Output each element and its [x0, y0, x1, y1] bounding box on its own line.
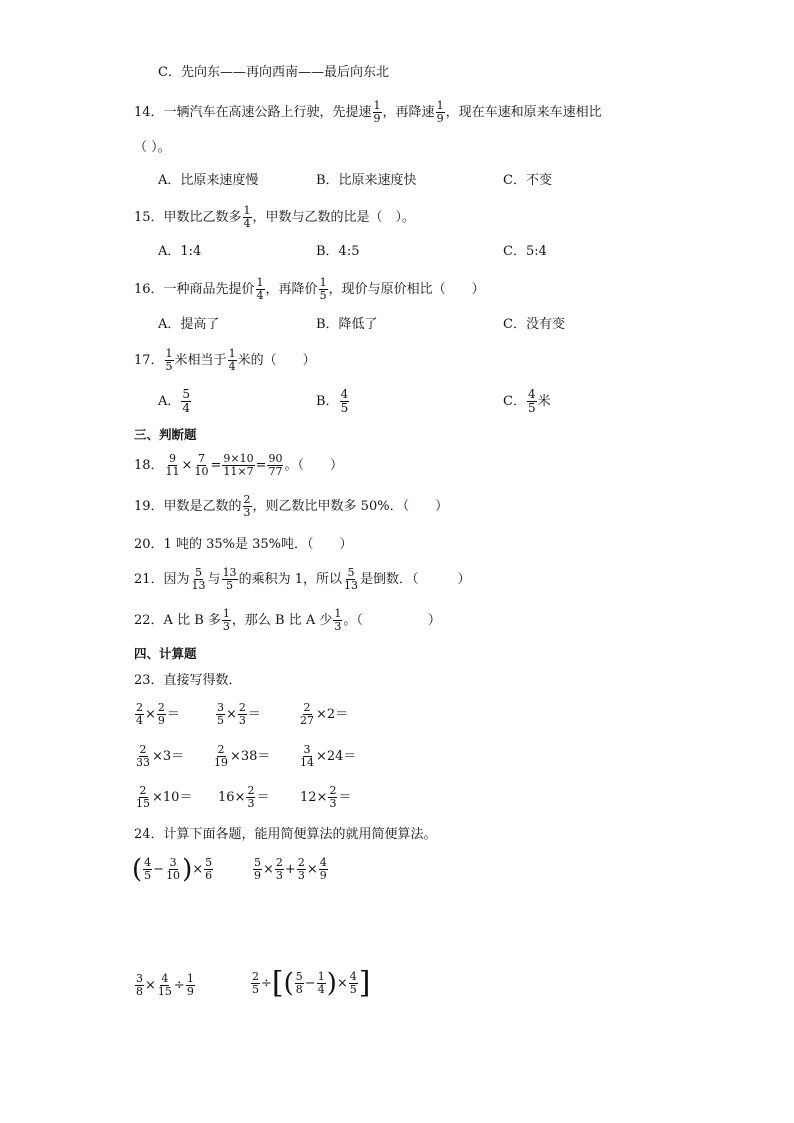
fraction: $\frac{2}{33}$	[136, 743, 150, 769]
fraction: $\frac{7}{10}$	[194, 452, 209, 478]
fraction: $\frac{1}{3}$	[222, 607, 230, 633]
fraction: $\frac{4}{5}$	[349, 970, 357, 996]
q20-stem: 20．1 吨的 35%是 35%吨．（ ）	[134, 537, 353, 552]
fraction: $\frac{2}{5}$	[252, 970, 259, 996]
fraction: $\frac{1}{9}$	[373, 99, 381, 125]
fraction: $\frac{1}{4}$	[256, 276, 264, 302]
q14-stem-text: ，现在车速和原来车速相比	[445, 105, 602, 120]
q14-stem-blank: （ ）。	[134, 140, 171, 155]
fraction: $\frac{2}{3}$	[329, 784, 337, 810]
fraction: $\frac{1}{4}$	[243, 204, 251, 230]
q15-option-b[interactable]: B．4:5	[316, 244, 360, 259]
q14-stem-text: ，再降速	[382, 105, 435, 120]
q16-option-a[interactable]: A．提高了	[158, 317, 220, 332]
fraction: $\frac{2}{19}$	[214, 743, 228, 769]
q17-option-a[interactable]: A． $\frac{5}{4}$	[158, 387, 191, 415]
q23-item-5: $\frac{2}{19}$ ×38＝	[214, 743, 271, 769]
q18-stem: 18． $\frac{9}{11}$ × $\frac{7}{10}$ = $\frac{9\times 10}{11\times 7}$ = $\frac{90}{77}$ 。（ ）	[134, 452, 343, 478]
q14-option-b[interactable]: B．比原来速度快	[316, 173, 417, 188]
q24-stem: 24．计算下面各题，能用简便算法的就用简便算法。	[134, 827, 437, 842]
fraction: $\frac{5}{4}$	[182, 387, 191, 415]
q15-stem: 15．甲数比乙数多 $\frac{1}{4}$ ，甲数与乙数的比是（ ）。	[134, 204, 416, 230]
fraction: $\frac{1}{5}$	[319, 276, 327, 302]
q19-stem: 19．甲数是乙数的 $\frac{2}{3}$ ，则乙数比甲数多 50%．（ ）	[134, 493, 449, 519]
fraction: $\frac{90}{77}$	[268, 452, 283, 478]
q13-option-c: C．先向东——再向西南——最后向东北	[158, 65, 389, 80]
fraction: $\frac{13}{5}$	[222, 566, 237, 592]
q23-item-4: $\frac{2}{33}$ ×3＝	[136, 743, 185, 769]
fraction: $\frac{9\times 10}{11\times 7}$	[223, 452, 254, 478]
q14-option-c[interactable]: C．不变	[503, 173, 552, 188]
fraction: $\frac{5}{6}$	[205, 856, 213, 882]
fraction: $\frac{2}{3}$	[243, 493, 251, 519]
fraction: $\frac{2}{3}$	[275, 856, 283, 882]
fraction: $\frac{3}{8}$	[136, 972, 143, 998]
q17-stem: 17． $\frac{1}{5}$ 米相当于 $\frac{1}{4}$ 米的（ ）	[134, 347, 316, 373]
fraction: $\frac{4}{5}$	[340, 387, 349, 415]
fraction: $\frac{2}{3}$	[238, 701, 246, 727]
q14-option-a[interactable]: A．比原来速度慢	[158, 173, 259, 188]
q24-expression-4: $\frac{2}{5}$ ÷[( $\frac{5}{8}$ − $\frac{1}{4}$ )× $\frac{4}{5}$ ]	[252, 965, 371, 1001]
q23-item-7: $\frac{2}{15}$ ×10＝	[136, 784, 193, 810]
q23-item-8: 16× $\frac{2}{3}$ ＝	[218, 784, 270, 810]
q17-option-c[interactable]: C． $\frac{4}{5}$ 米	[503, 387, 551, 415]
fraction: $\frac{1}{9}$	[186, 972, 194, 998]
q23-item-9: 12× $\frac{2}{3}$ ＝	[300, 784, 352, 810]
q14-stem	[134, 100, 602, 125]
q23-item-2: $\frac{3}{5}$ × $\frac{2}{3}$ ＝	[217, 701, 261, 727]
q15-option-c[interactable]: C．5:4	[503, 244, 547, 259]
q23-item-3: $\frac{2}{27}$ ×2＝	[300, 701, 349, 727]
section-heading-calculation: 四、计算题	[134, 646, 197, 661]
fraction: $\frac{3}{10}$	[166, 856, 181, 882]
fraction: $\frac{2}{15}$	[136, 784, 150, 810]
fraction: $\frac{4}{5}$	[144, 856, 152, 882]
fraction: $\frac{2}{3}$	[247, 784, 255, 810]
q23-item-6: $\frac{3}{14}$ ×24＝	[300, 743, 357, 769]
q23-item-1: $\frac{2}{4}$ × $\frac{2}{9}$ ＝	[136, 701, 180, 727]
q16-stem: 16．一种商品先提价 $\frac{1}{4}$ ，再降价 $\frac{1}{5}$ ，现价与原价相比（ ）	[134, 276, 485, 302]
fraction: $\frac{5}{8}$	[295, 970, 303, 996]
q24-expression-3: $\frac{3}{8}$ × $\frac{4}{15}$ ÷ $\frac{1}{9}$	[136, 972, 194, 998]
q21-stem: 21．因为 $\frac{5}{13}$ 与 $\frac{13}{5}$ 的乘积为 1，所以 $\frac{5}{13}$ 是倒数．（ ）	[134, 566, 471, 592]
fraction: $\frac{9}{11}$	[165, 452, 180, 478]
section-heading-judgement: 三、判断题	[134, 427, 197, 442]
fraction: $\frac{4}{9}$	[319, 856, 327, 882]
fraction: $\frac{3}{14}$	[300, 743, 314, 769]
fraction: $\frac{5}{13}$	[191, 566, 206, 592]
fraction: $\frac{2}{4}$	[136, 701, 143, 727]
q16-option-c[interactable]: C．没有变	[503, 317, 565, 332]
fraction: $\frac{1}{9}$	[436, 99, 444, 125]
fraction: $\frac{2}{27}$	[300, 701, 314, 727]
q17-option-b[interactable]: B． $\frac{4}{5}$	[316, 387, 349, 415]
fraction: $\frac{2}{3}$	[297, 856, 305, 882]
q16-option-b[interactable]: B．降低了	[316, 317, 378, 332]
q14-stem-text: 14．一辆汽车在高速公路上行驶，先提速	[134, 105, 372, 120]
q22-stem: 22．A 比 B 多 $\frac{1}{3}$ ，那么 B 比 A 少 $\frac{1}{3}$ 。（ ）	[134, 607, 441, 633]
fraction: $\frac{5}{13}$	[343, 566, 358, 592]
fraction: $\frac{1}{5}$	[165, 347, 173, 373]
fraction: $\frac{4}{15}$	[157, 972, 172, 998]
fraction: $\frac{2}{9}$	[157, 701, 165, 727]
fraction: $\frac{1}{4}$	[317, 970, 325, 996]
fraction: $\frac{3}{5}$	[217, 701, 224, 727]
fraction: $\frac{4}{5}$	[527, 387, 536, 415]
fraction: $\frac{1}{3}$	[334, 607, 342, 633]
fraction: $\frac{5}{9}$	[254, 856, 261, 882]
q24-expression-2: $\frac{5}{9}$ × $\frac{2}{3}$ + $\frac{2}{3}$ × $\frac{4}{9}$	[254, 856, 327, 882]
q23-stem: 23．直接写得数．	[134, 673, 242, 688]
q24-expression-1: ( $\frac{4}{5}$ − $\frac{3}{10}$ )× $\frac{5}{6}$	[132, 854, 213, 885]
q15-option-a[interactable]: A．1:4	[158, 244, 202, 259]
fraction: $\frac{1}{4}$	[228, 347, 236, 373]
